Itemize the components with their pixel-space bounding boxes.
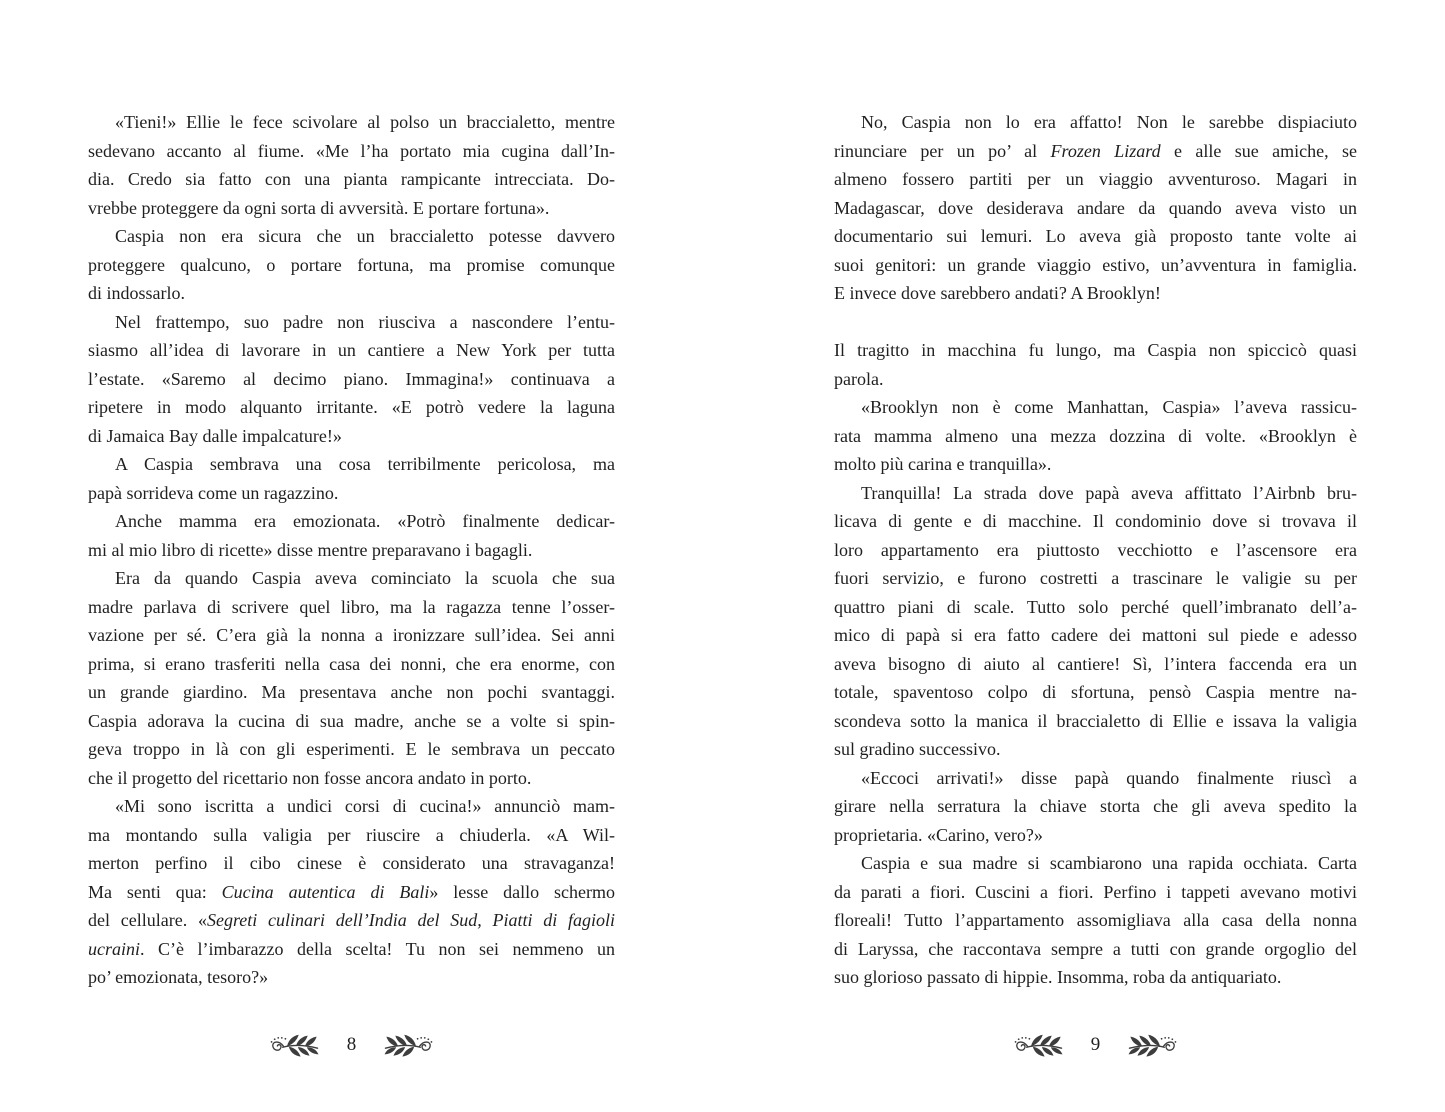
text-line: geva troppo in là con gli esperimenti. E le sembrava un peccato: [88, 739, 615, 759]
text-line: madre parlava di scrivere quel libro, ma la ragazza tenne l’osser-: [88, 596, 615, 617]
text-line: merton perfino il cibo cinese è considerato una stravaganza!: [88, 853, 615, 873]
text-line: da parati a fiori. Cuscini a fiori. Perfino i tappeti avevano motivi: [834, 881, 1357, 902]
text-line: Caspia non era sicura che un braccialetto potesse davvero: [115, 226, 615, 246]
text-line: loro appartamento era piuttosto vecchiotto e l’ascensore era: [834, 539, 1357, 560]
text-line: Il tragitto in macchina fu lungo, ma Caspia non spiccicò quasi: [834, 340, 1357, 360]
laurel-flourish-left-icon: [1013, 1033, 1069, 1058]
text-line: Madagascar, dove desiderava andare da quando aveva visto un: [834, 197, 1357, 218]
text-line: molto più carina e tranquilla».: [834, 454, 1052, 474]
text-line: di Jamaica Bay dalle impalcature!»: [88, 425, 342, 446]
text-line: proteggere qualcuno, o portare fortuna, ma promise comunque: [88, 254, 615, 275]
text-line: «Tieni!» Ellie le fece scivolare al polso un braccialetto, mentre: [115, 112, 615, 132]
paragraph: [88, 507, 615, 564]
text-line: vazione per sé. C’era già la nonna a ironizzare sull’idea. Sei anni: [88, 625, 615, 645]
text-line: proprietaria. «Carino, vero?»: [834, 824, 1043, 845]
text-line: l’estate. «Saremo al decimo piano. Immagina!» continuava a: [88, 368, 615, 389]
page-left: [88, 0, 615, 1112]
text-line: mico di papà si era fatto cadere dei mattoni sul piede e adesso: [834, 625, 1357, 645]
text-line: ripetere in modo alquanto irritante. «E potrò vedere la laguna: [88, 397, 615, 417]
text-line: sul gradino successivo.: [834, 739, 1001, 759]
paragraph: [88, 308, 615, 451]
text-line: «Mi sono iscritta a undici corsi di cucina!» annunciò mam-: [115, 796, 615, 816]
text-line: suo glorioso passato di hippie. Insomma, roba da antiquariato.: [834, 967, 1282, 987]
text-line: dia. Credo sia fatto con una pianta rampicante intrecciata. Do-: [88, 169, 615, 189]
text-line: totale, spaventoso colpo di sfortuna, pensò Caspia mentre na-: [834, 682, 1357, 702]
page-number: 8: [346, 1034, 357, 1055]
page-right-text: [834, 108, 1357, 992]
text-line: «Eccoci arrivati!» disse papà quando finalmente riuscì a: [861, 767, 1357, 788]
text-line: «Brooklyn non è come Manhattan, Caspia» l’aveva rassicu-: [861, 397, 1357, 417]
text-line: Anche mamma era emozionata. «Potrò finalmente dedicar-: [115, 511, 615, 531]
text-line: del cellulare. «Segreti culinari dell’India del Sud, Piatti di fagioli: [88, 910, 615, 930]
text-line: ucraini. C’è l’imbarazzo della scelta! Tu non sei nemmeno un: [88, 938, 615, 959]
text-line: rinunciare per un po’ al Frozen Lizard e alle sue amiche, se: [834, 140, 1357, 161]
text-line: A Caspia sembrava una cosa terribilmente pericolosa, ma: [115, 454, 615, 474]
page-left-text: [88, 108, 615, 992]
laurel-flourish-right-icon: [1122, 1033, 1178, 1058]
text-line: fuori servizio, e furono costretti a trascinare le valigie su per: [834, 568, 1357, 588]
laurel-flourish-right-icon: [378, 1033, 434, 1058]
text-line: un grande giardino. Ma presentava anche non pochi svantaggi.: [88, 682, 615, 702]
text-line: documentario sui lemuri. Lo aveva già proposto tante volte ai: [834, 226, 1357, 246]
text-line: siasmo all’idea di lavorare in un cantiere a New York per tutta: [88, 340, 615, 360]
paragraph: [88, 108, 615, 222]
page-right: [834, 0, 1357, 1112]
text-line: sedevano accanto al fiume. «Me l’ha portato mia cugina dall’In-: [88, 140, 615, 161]
text-line: mi al mio libro di ricette» disse mentre preparavano i bagagli.: [88, 539, 533, 560]
page-right-footer: [834, 1030, 1357, 1060]
paragraph: [834, 336, 1357, 393]
text-line: che il progetto del ricettario non fosse ancora andato in porto.: [88, 767, 532, 788]
text-line: prima, si erano trasferiti nella casa dei nonni, che era enorme, con: [88, 653, 615, 674]
paragraph: [88, 792, 615, 992]
page-left-footer: [88, 1030, 615, 1060]
text-line: licava di gente e di macchine. Il condominio dove si trovava il: [834, 511, 1357, 531]
text-line: suoi genitori: un grande viaggio estivo, un’avventura in famiglia.: [834, 254, 1357, 275]
paragraph: [834, 393, 1357, 479]
paragraph: [834, 764, 1357, 850]
page-number: 9: [1090, 1034, 1101, 1055]
text-line: di indossarlo.: [88, 283, 185, 303]
text-line: ma montando sulla valigia per riuscire a chiuderla. «A Wil-: [88, 824, 615, 845]
laurel-flourish-left-icon: [269, 1033, 325, 1058]
text-line: Nel frattempo, suo padre non riusciva a nascondere l’entu-: [115, 311, 615, 332]
text-line: Caspia e sua madre si scambiarono una rapida occhiata. Carta: [861, 853, 1357, 873]
text-line: floreali! Tutto l’appartamento assomigliava alla casa della nonna: [834, 910, 1357, 930]
text-line: quattro piani di scale. Tutto solo perché quell’imbranato dell’a-: [834, 596, 1357, 617]
text-line: almeno fossero partiti per un viaggio avventuroso. Magari in: [834, 169, 1357, 189]
paragraph: [88, 222, 615, 308]
text-line: parola.: [834, 368, 884, 389]
text-line: Caspia adorava la cucina di sua madre, anche se a volte si spin-: [88, 710, 615, 731]
paragraph: [88, 450, 615, 507]
text-line: aveva bisogno di aiuto al cantiere! Sì, l’intera faccenda era un: [834, 653, 1357, 674]
text-line: E invece dove sarebbero andati? A Brooklyn!: [834, 283, 1161, 303]
text-line: di Laryssa, che raccontava sempre a tutti con grande orgoglio del: [834, 938, 1357, 959]
text-line: girare nella serratura la chiave storta che gli aveva spedito la: [834, 796, 1357, 816]
paragraph: [834, 479, 1357, 764]
text-line: Ma senti qua: Cucina autentica di Bali» lesse dallo schermo: [88, 881, 615, 902]
text-line: po’ emozionata, tesoro?»: [88, 967, 269, 987]
paragraph: [834, 849, 1357, 992]
text-line: rata mamma almeno una mezza dozzina di volte. «Brooklyn è: [834, 425, 1357, 446]
text-line: papà sorrideva come un ragazzino.: [88, 482, 339, 503]
text-line: No, Caspia non lo era affatto! Non le sarebbe dispiaciuto: [861, 112, 1357, 132]
paragraph: [834, 108, 1357, 308]
text-line: Tranquilla! La strada dove papà aveva affittato l’Airbnb bru-: [861, 482, 1357, 503]
text-line: scondeva sotto la manica il braccialetto di Ellie e issava la valigia: [834, 710, 1357, 731]
text-line: vrebbe proteggere da ogni sorta di avversità. E portare fortuna».: [88, 197, 550, 218]
paragraph: [88, 564, 615, 792]
text-line: Era da quando Caspia aveva cominciato la scuola che sua: [115, 568, 615, 588]
